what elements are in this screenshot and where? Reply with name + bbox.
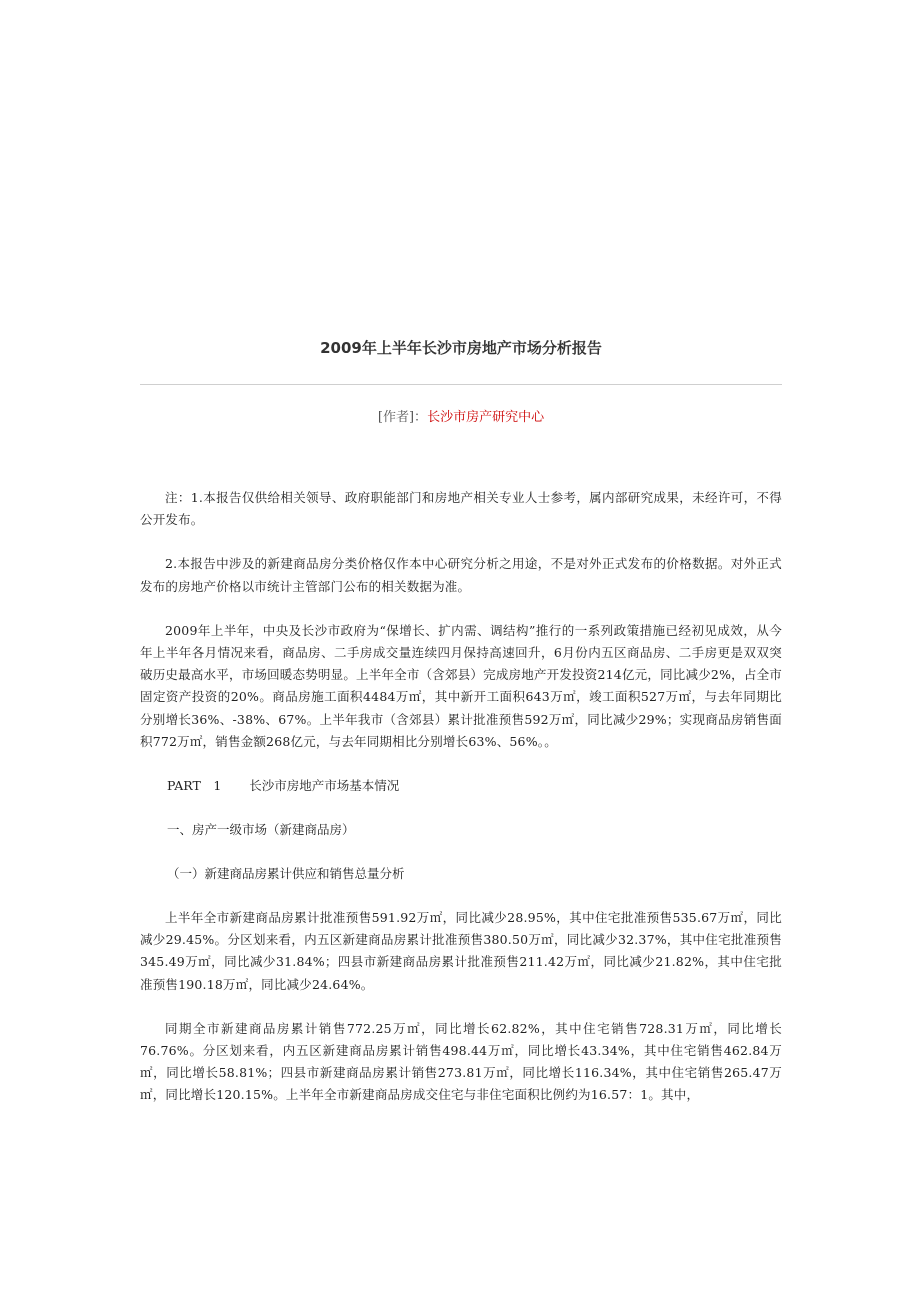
part-title: 长沙市房地产市场基本情况 <box>249 778 400 794</box>
document-title: 2009年上半年长沙市房地产市场分析报告 <box>320 339 602 357</box>
section-heading: 一、房产一级市场（新建商品房） <box>167 822 355 838</box>
note-paragraph-1: 注：1.本报告仅供给相关领导、政府职能部门和房地产相关专业人士参考，属内部研究成果，未经许可，不得公开发布。 <box>140 490 782 528</box>
document-body <box>140 487 782 1129</box>
part-label: PART 1 <box>167 778 222 794</box>
sales-paragraph: 同期全市新建商品房累计销售772.25万㎡，同比增长62.82%，其中住宅销售728.31万㎡，同比增长76.76%。分区划来看，内五区新建商品房累计销售498.44万㎡，同比增长43.34%，其中住宅销售462.84万㎡，同比增长58.81%；四县市新建商品房累计销售273.81万㎡，同比增长116.34%，其中住宅销售265.47万㎡，同比增长120.15%。上半年全市新建商品房成交住宅与非住宅面积比例约为16.57：1。其中， <box>140 1020 782 1103</box>
note-paragraph-2: 2.本报告中涉及的新建商品房分类价格仅作本中心研究分析之用途，不是对外正式发布的价格数据。对外正式发布的房地产价格以市统计主管部门公布的相关数据为准。 <box>140 556 782 594</box>
subsection-heading: （一）新建商品房累计供应和销售总量分析 <box>167 866 405 882</box>
title-divider <box>140 384 782 385</box>
author-prefix: [作者]： <box>377 410 428 425</box>
intro-paragraph: 2009年上半年，中央及长沙市政府为“保增长、扩内需、调结构”推行的一系列政策措施已经初见成效，从今年上半年各月情况来看，商品房、二手房成交量连续四月保持高速回升，6月份内五区商品房、二手房更是双双突破历史最高水平，市场回暖态势明显。上半年全市（含郊县）完成房地产开发投资214亿元，同比减少2%，占全市固定资产投资的20%。商品房施工面积4484万㎡，其中新开工面积643万㎡，竣工面积527万㎡，与去年同期比分别增长36%、-38%、67%。上半年我市（含郊县）累计批准预售592万㎡，同比减少29%；实现商品房销售面积772万㎡，销售金额268亿元，与去年同期相比分别增长63%、56%。。 <box>140 622 782 749</box>
author-line <box>140 408 782 428</box>
part-heading <box>140 775 782 797</box>
supply-paragraph: 上半年全市新建商品房累计批准预售591.92万㎡，同比减少28.95%，其中住宅批准预售535.67万㎡，同比减少29.45%。分区划来看，内五区新建商品房累计批准预售380.50万㎡，同比减少32.37%，其中住宅批准预售345.49万㎡，同比减少31.84%；四县市新建商品房累计批准预售211.42万㎡，同比减少21.82%，其中住宅批准预售190.18万㎡，同比减少24.64%。 <box>140 910 782 992</box>
author-name-link[interactable]: 长沙市房产研究中心 <box>427 410 545 425</box>
